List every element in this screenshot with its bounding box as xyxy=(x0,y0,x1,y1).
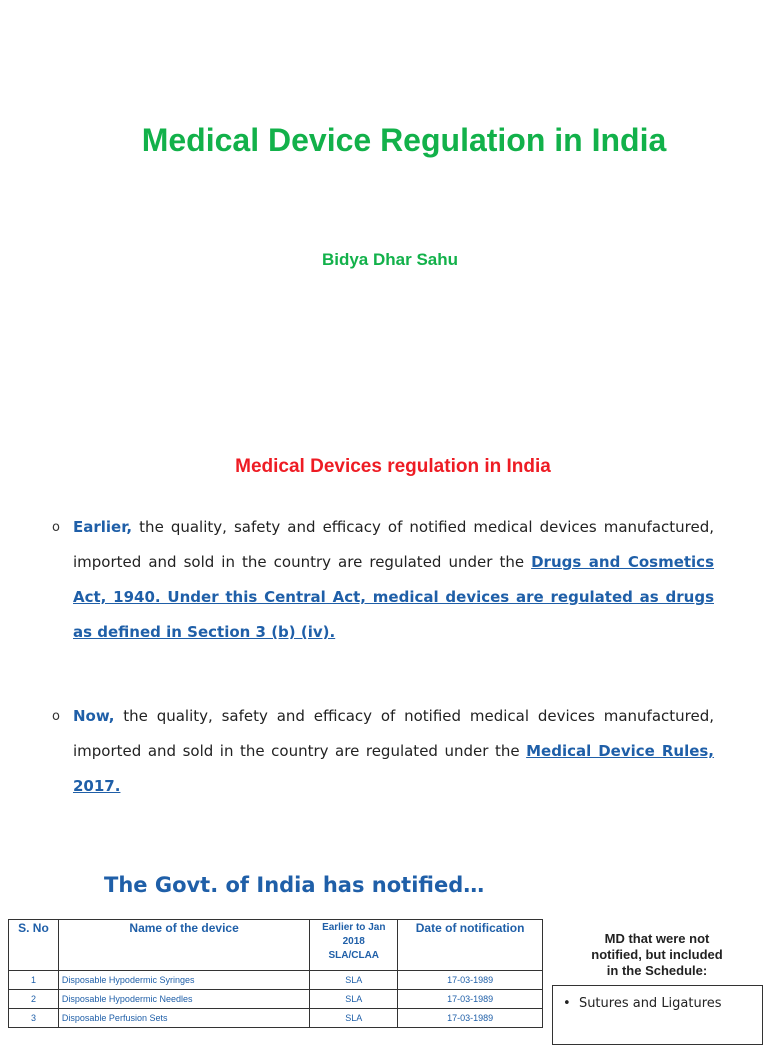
bullet-paragraph xyxy=(73,699,714,804)
bullet-text: the quality, safety and efficacy of notified medical devices manufactured, imported and sold in the country are regulated under the xyxy=(73,518,714,571)
page-title: Medical Device Regulation in India xyxy=(141,122,667,158)
table-row xyxy=(9,990,543,1009)
cell-authority: SLA xyxy=(310,971,398,990)
bullet-marker: o xyxy=(52,520,60,535)
side-box-item xyxy=(563,996,722,1011)
author-name: Bidya Dhar Sahu xyxy=(321,250,459,269)
cell-authority: SLA xyxy=(310,1009,398,1028)
cell-authority: SLA xyxy=(310,990,398,1009)
cell-date: 17-03-1989 xyxy=(398,990,543,1009)
cell-name: Disposable Perfusion Sets xyxy=(58,1009,309,1028)
table-row xyxy=(9,971,543,990)
drugs-cosmetics-act-link[interactable]: Drugs and Cosmetics Act, 1940. Under this Central Act, medical devices are regulated as drugs as defined in Section 3 (b) (iv). xyxy=(73,553,715,641)
bullet-marker: o xyxy=(52,709,60,724)
side-box-heading-line2: notified, but included xyxy=(591,947,723,962)
bullet-lead: Earlier, xyxy=(73,518,133,536)
side-box-heading-line1: MD that were not xyxy=(604,931,710,946)
bullet-text: the quality, safety and efficacy of notified medical devices manufactured, imported and sold in the country are regulated under the xyxy=(73,707,714,760)
header-earlier-line3: SLA/CLAA xyxy=(328,950,380,961)
header-name: Name of the device xyxy=(58,920,309,971)
medical-device-rules-link[interactable]: Medical Device Rules, 2017. xyxy=(73,742,715,795)
cell-sno: 2 xyxy=(9,990,59,1009)
side-box xyxy=(552,985,763,1045)
cell-date: 17-03-1989 xyxy=(398,1009,543,1028)
header-sno: S. No xyxy=(9,920,59,971)
bullet-now xyxy=(52,699,714,804)
section-heading: Medical Devices regulation in India xyxy=(235,456,551,477)
cell-date: 17-03-1989 xyxy=(398,971,543,990)
bullet-dot-icon: • xyxy=(563,996,571,1011)
side-box-heading-line3: in the Schedule: xyxy=(606,963,708,978)
cell-name: Disposable Hypodermic Needles xyxy=(58,990,309,1009)
side-box-heading xyxy=(557,931,757,979)
notified-devices-table xyxy=(8,919,543,1028)
table-row xyxy=(9,1009,543,1028)
table-header-row xyxy=(9,920,543,971)
cell-sno: 3 xyxy=(9,1009,59,1028)
header-date: Date of notification xyxy=(398,920,543,971)
bullet-lead: Now, xyxy=(73,707,115,725)
bullet-earlier xyxy=(52,510,714,650)
cell-sno: 1 xyxy=(9,971,59,990)
header-earlier-line1: Earlier to Jan xyxy=(322,922,386,933)
header-earlier-line2: 2018 xyxy=(342,936,365,947)
cell-name: Disposable Hypodermic Syringes xyxy=(58,971,309,990)
side-box-item-label: Sutures and Ligatures xyxy=(578,996,722,1011)
header-earlier xyxy=(310,920,398,971)
bullet-paragraph xyxy=(73,510,714,650)
notified-heading: The Govt. of India has notified… xyxy=(104,873,485,897)
